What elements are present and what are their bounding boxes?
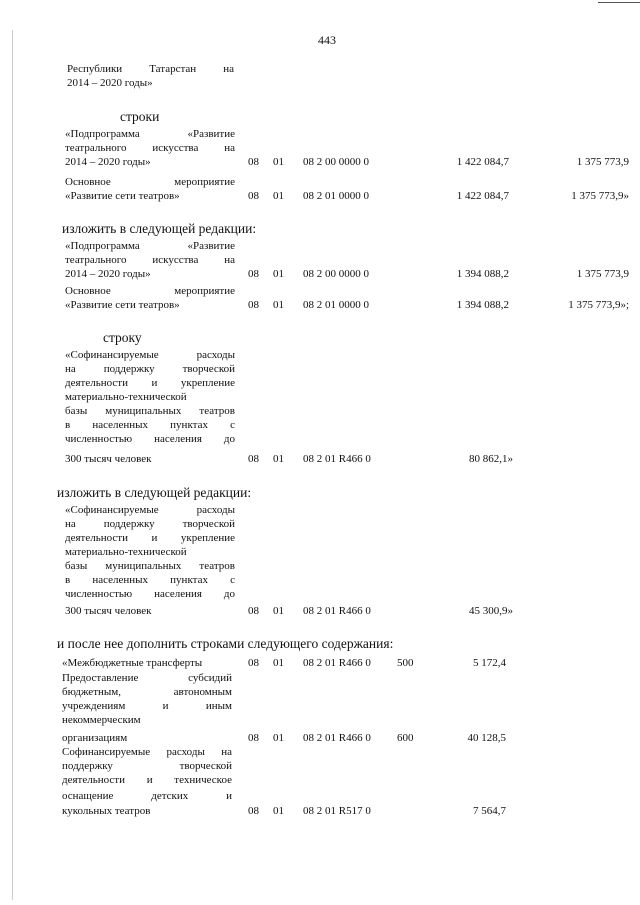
cell-csr: 08 2 01 0000 0 xyxy=(303,299,369,311)
desc-word: населенных xyxy=(92,419,149,431)
desc-word: творческой xyxy=(179,760,232,772)
desc-word: автономным xyxy=(173,686,232,698)
cell-csr: 08 2 01 R466 0 xyxy=(303,453,371,465)
cell-value-2020: 1 375 773,9 xyxy=(576,268,629,280)
cell-value-2019: 1 394 088,2 xyxy=(456,268,509,280)
desc-word: «Софинансируемые xyxy=(65,504,159,516)
desc-word: и xyxy=(146,774,153,786)
cell-pr: 01 xyxy=(273,299,284,311)
desc-word: искусства xyxy=(152,254,199,266)
desc-word: «Софинансируемые xyxy=(65,349,159,361)
desc-word: театров xyxy=(199,560,235,572)
cell-rz: 08 xyxy=(248,805,259,817)
cell-value-2019: 5 172,4 xyxy=(473,657,506,669)
scan-margin-line xyxy=(12,30,13,900)
cell-vr: 500 xyxy=(397,657,414,669)
desc-line xyxy=(65,127,235,141)
desc-word: расходы xyxy=(166,746,205,758)
desc-word: муниципальных xyxy=(105,405,182,417)
desc-word: детских xyxy=(151,790,189,802)
desc-word: оснащение xyxy=(62,790,114,802)
cell-csr: 08 2 00 0000 0 xyxy=(303,156,369,168)
desc-word: расходы xyxy=(196,504,235,516)
desc-line: кукольных театров xyxy=(62,805,151,817)
desc-word: в xyxy=(65,574,71,586)
desc-word: творческой xyxy=(182,363,235,375)
cell-value-2019: 1 422 084,7 xyxy=(456,190,509,202)
desc-word: субсидий xyxy=(188,672,232,684)
intro-line: 2014 – 2020 годы» xyxy=(67,77,153,89)
desc-line xyxy=(62,685,232,699)
cell-csr: 08 2 01 R466 0 xyxy=(303,605,371,617)
cell-csr: 08 2 01 R517 0 xyxy=(303,805,371,817)
desc-line: «Развитие сети театров» xyxy=(65,190,180,202)
desc-word: на xyxy=(65,518,76,530)
desc-word: укрепление xyxy=(180,377,235,389)
desc-line xyxy=(65,175,235,189)
desc-word: мероприятие xyxy=(174,285,235,297)
desc-word: с xyxy=(230,419,235,431)
desc-word: на xyxy=(65,363,76,375)
heading-lines: строки xyxy=(120,109,160,124)
cell-rz: 08 xyxy=(248,190,259,202)
desc-word: на xyxy=(224,254,235,266)
desc-line xyxy=(65,284,235,298)
cell-value-2020: 1 375 773,9» xyxy=(571,190,629,202)
desc-word: Основное xyxy=(65,176,111,188)
desc-word: «Подпрограмма xyxy=(65,128,140,140)
desc-word: пунктах xyxy=(170,419,208,431)
heading-add-rows: и после нее дополнить строками следующего содержания: xyxy=(57,636,394,651)
cell-value-2019: 45 300,9» xyxy=(469,605,513,617)
cell-value-2020: 1 375 773,9»; xyxy=(568,299,629,311)
desc-word: деятельности xyxy=(62,774,125,786)
desc-line xyxy=(65,559,235,573)
desc-line xyxy=(65,418,235,432)
desc-line xyxy=(65,376,235,390)
desc-line xyxy=(62,789,232,803)
cell-pr: 01 xyxy=(273,657,284,669)
desc-line xyxy=(62,671,232,685)
cell-pr: 01 xyxy=(273,190,284,202)
desc-word: мероприятие xyxy=(174,176,235,188)
cell-pr: 01 xyxy=(273,605,284,617)
desc-word: населенных xyxy=(92,574,149,586)
desc-line xyxy=(65,141,235,155)
desc-word: поддержку xyxy=(62,760,113,772)
desc-word: иным xyxy=(205,700,232,712)
desc-word: населения xyxy=(154,433,202,445)
cell-rz: 08 xyxy=(248,732,259,744)
desc-line: 2014 – 2020 годы» xyxy=(65,156,151,168)
desc-word: до xyxy=(223,433,235,445)
desc-word: деятельности xyxy=(65,377,128,389)
desc-line xyxy=(65,587,235,601)
heading-new-edition: изложить в следующей редакции: xyxy=(57,485,252,500)
cell-pr: 01 xyxy=(273,453,284,465)
desc-word: бюджетным, xyxy=(62,686,121,698)
desc-word: численностью xyxy=(65,433,133,445)
page-number: 443 xyxy=(318,33,336,47)
cell-value-2019: 80 862,1» xyxy=(469,453,513,465)
desc-word: творческой xyxy=(182,518,235,530)
cell-rz: 08 xyxy=(248,657,259,669)
desc-line xyxy=(65,517,235,531)
desc-word: с xyxy=(230,574,235,586)
intro-line xyxy=(67,62,234,76)
desc-word: театрального xyxy=(65,142,127,154)
desc-line xyxy=(65,404,235,418)
desc-word: поддержку xyxy=(103,518,155,530)
desc-line xyxy=(62,759,232,773)
desc-word: учреждениям xyxy=(62,700,126,712)
desc-line: 300 тысяч человек xyxy=(65,453,152,465)
desc-line xyxy=(62,745,232,759)
cell-pr: 01 xyxy=(273,805,284,817)
cell-value-2019: 40 128,5 xyxy=(467,732,506,744)
cell-rz: 08 xyxy=(248,268,259,280)
desc-word: и xyxy=(226,790,232,802)
desc-line: материально-технической xyxy=(65,391,187,403)
desc-word: искусства xyxy=(152,142,199,154)
cell-rz: 08 xyxy=(248,605,259,617)
intro-word: Республики xyxy=(67,63,123,75)
cell-rz: 08 xyxy=(248,156,259,168)
desc-word: «Подпрограмма xyxy=(65,240,140,252)
cell-value-2019: 1 394 088,2 xyxy=(456,299,509,311)
heading-line: строку xyxy=(103,330,142,345)
desc-word: на xyxy=(221,746,232,758)
desc-word: населения xyxy=(154,588,202,600)
desc-line xyxy=(65,348,235,362)
desc-word: пунктах xyxy=(170,574,208,586)
desc-word: до xyxy=(223,588,235,600)
desc-line xyxy=(62,699,232,713)
heading-new-edition: изложить в следующей редакции: xyxy=(62,221,257,236)
cell-rz: 08 xyxy=(248,299,259,311)
desc-word: и xyxy=(151,377,158,389)
desc-line xyxy=(65,432,235,446)
desc-word: Предоставление xyxy=(62,672,139,684)
desc-line: некоммерческим xyxy=(62,714,141,726)
desc-line xyxy=(65,573,235,587)
cell-pr: 01 xyxy=(273,268,284,280)
desc-word: на xyxy=(224,142,235,154)
desc-word: театрального xyxy=(65,254,127,266)
desc-line: 300 тысяч человек xyxy=(65,605,152,617)
scan-top-mark xyxy=(598,2,640,3)
cell-csr: 08 2 00 0000 0 xyxy=(303,268,369,280)
intro-word: на xyxy=(223,63,234,75)
cell-csr: 08 2 01 0000 0 xyxy=(303,190,369,202)
desc-word: в xyxy=(65,419,71,431)
desc-word: численностью xyxy=(65,588,133,600)
cell-rz: 08 xyxy=(248,453,259,465)
cell-csr: 08 2 01 R466 0 xyxy=(303,657,371,669)
desc-line xyxy=(62,773,232,787)
intro-word: Татарстан xyxy=(149,63,197,75)
cell-csr: 08 2 01 R466 0 xyxy=(303,732,371,744)
cell-value-2019: 1 422 084,7 xyxy=(456,156,509,168)
desc-word: и xyxy=(151,532,158,544)
desc-word: техническое xyxy=(174,774,232,786)
desc-line xyxy=(65,503,235,517)
desc-word: базы xyxy=(65,560,88,572)
desc-word: и xyxy=(162,700,169,712)
desc-line: 2014 – 2020 годы» xyxy=(65,268,151,280)
desc-word: театров xyxy=(199,405,235,417)
desc-line: материально-технической xyxy=(65,546,187,558)
desc-word: «Развитие xyxy=(187,240,235,252)
cell-pr: 01 xyxy=(273,156,284,168)
cell-value-2019: 7 564,7 xyxy=(473,805,506,817)
cell-vr: 600 xyxy=(397,732,414,744)
desc-word: муниципальных xyxy=(105,560,182,572)
cell-value-2020: 1 375 773,9 xyxy=(576,156,629,168)
desc-word: деятельности xyxy=(65,532,128,544)
desc-line xyxy=(65,362,235,376)
desc-word: Основное xyxy=(65,285,111,297)
desc-word: расходы xyxy=(196,349,235,361)
desc-line: организациям xyxy=(62,732,128,744)
desc-word: укрепление xyxy=(180,532,235,544)
desc-word: Софинансируемые xyxy=(62,746,151,758)
desc-line xyxy=(65,239,235,253)
cell-pr: 01 xyxy=(273,732,284,744)
desc-line xyxy=(65,531,235,545)
desc-word: «Развитие xyxy=(187,128,235,140)
desc-line: «Развитие сети театров» xyxy=(65,299,180,311)
desc-word: базы xyxy=(65,405,88,417)
desc-line xyxy=(65,253,235,267)
desc-word: поддержку xyxy=(103,363,155,375)
desc-line: «Межбюджетные трансферты xyxy=(62,657,203,669)
